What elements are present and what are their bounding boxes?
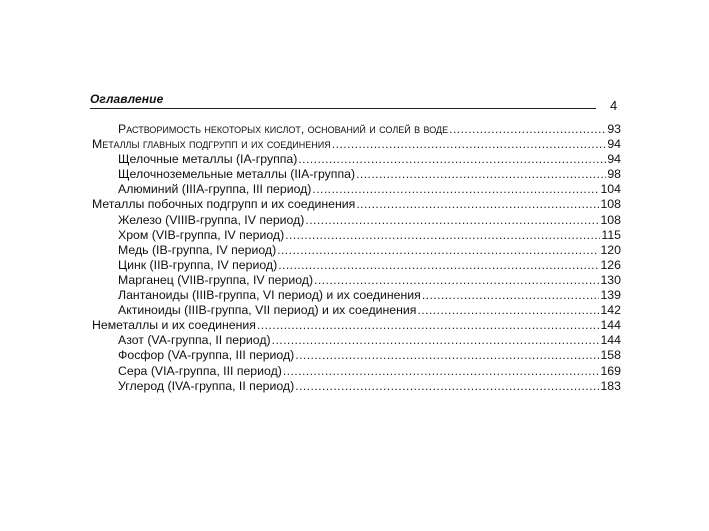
toc-entry-label: Лантаноиды (IIIB-группа, VI период) и их соединения xyxy=(118,288,421,303)
toc-leader-dots xyxy=(449,122,606,137)
toc-entry[interactable] xyxy=(92,167,621,182)
section-title: Оглавление xyxy=(90,92,164,106)
toc-entry-page: 120 xyxy=(600,242,621,257)
toc-entry[interactable] xyxy=(92,379,621,394)
toc-entry-label: Фосфор (VA-группа, III период) xyxy=(118,348,295,363)
toc-entry-page: 130 xyxy=(600,272,621,287)
toc-entry[interactable] xyxy=(92,197,621,212)
toc-entry[interactable] xyxy=(92,318,621,333)
toc-entry-label: Сера (VIA-группа, III период) xyxy=(118,363,282,378)
toc-entry-label: Металлы главных подгрупп и их соединения xyxy=(92,137,331,152)
toc-entry[interactable] xyxy=(92,137,621,152)
toc-entry-label: Марганец (VIIB-группа, IV период) xyxy=(118,272,314,287)
header-divider xyxy=(90,108,596,109)
toc-entry-label: Щелочноземельные металлы (IIA-группа) xyxy=(118,167,356,182)
toc-leader-dots xyxy=(312,182,599,197)
toc-entry-label: Растворимость некоторых кислот, оснований и солей в воде xyxy=(118,122,449,136)
toc-leader-dots xyxy=(257,318,600,333)
toc-entry-page: 108 xyxy=(600,212,621,227)
toc-entry[interactable] xyxy=(92,213,621,228)
toc-entry[interactable] xyxy=(92,364,621,379)
toc-entry-page: 169 xyxy=(600,363,621,378)
toc-entry[interactable] xyxy=(92,182,621,197)
toc-entry-label: Хром (VIB-группа, IV период) xyxy=(118,227,285,242)
toc-entry[interactable] xyxy=(92,303,621,318)
toc-leader-dots xyxy=(422,288,600,303)
toc-entry[interactable] xyxy=(92,258,621,273)
toc-entry-label: Железо (VIIIB-группа, IV период) xyxy=(118,212,305,227)
toc-leader-dots xyxy=(295,348,599,363)
toc-entry-label: Азот (VA-группа, II период) xyxy=(118,333,271,348)
toc-entry-page: 98 xyxy=(607,167,621,182)
toc-entry[interactable] xyxy=(92,348,621,363)
toc-leader-dots xyxy=(332,137,607,152)
toc-entry-label: Актиноиды (IIIB-группа, VII период) и их соединения xyxy=(118,303,417,318)
toc-entry-label: Неметаллы и их соединения xyxy=(92,318,256,333)
toc-entry-page: 183 xyxy=(600,378,621,393)
toc-entry[interactable] xyxy=(92,122,621,137)
toc-entry-page: 126 xyxy=(600,257,621,272)
toc-leader-dots xyxy=(272,333,600,348)
toc-leader-dots xyxy=(356,197,599,212)
toc-entry-page: 104 xyxy=(600,182,621,197)
toc-entry[interactable] xyxy=(92,152,621,167)
toc-entry-label: Углерод (IVA-группа, II период) xyxy=(118,378,295,393)
toc-leader-dots xyxy=(285,228,600,243)
toc-entry-label: Металлы побочных подгрупп и их соединения xyxy=(92,197,356,212)
toc-leader-dots xyxy=(277,243,599,258)
toc-entry-page: 144 xyxy=(600,333,621,348)
toc-leader-dots xyxy=(283,364,600,379)
toc-entry-page: 158 xyxy=(600,348,621,363)
toc-entry-page: 139 xyxy=(600,288,621,303)
toc-entry-label: Алюминий (IIIA-группа, III период) xyxy=(118,182,312,197)
toc-entry[interactable] xyxy=(92,228,621,243)
page-number: 4 xyxy=(610,98,618,113)
toc-entry[interactable] xyxy=(92,333,621,348)
toc-entry-page: 144 xyxy=(600,318,621,333)
toc-leader-dots xyxy=(314,273,599,288)
toc-leader-dots xyxy=(278,258,599,273)
toc-entry[interactable] xyxy=(92,243,621,258)
toc-entry-label: Цинк (IIB-группа, IV период) xyxy=(118,257,278,272)
toc-entry-page: 142 xyxy=(600,303,621,318)
toc-leader-dots xyxy=(305,213,599,228)
toc-entry-page: 94 xyxy=(607,137,621,152)
toc-entry-page: 93 xyxy=(607,122,621,136)
toc-entry-page: 108 xyxy=(600,197,621,212)
toc-entry[interactable] xyxy=(92,273,621,288)
toc-entry-page: 94 xyxy=(607,152,621,167)
toc-entry-label: Щелочные металлы (IA-группа) xyxy=(118,152,298,167)
toc-leader-dots xyxy=(417,303,599,318)
toc-leader-dots xyxy=(298,152,606,167)
toc-entry[interactable] xyxy=(92,288,621,303)
toc-entry-label: Медь (IB-группа, IV период) xyxy=(118,242,277,257)
toc-leader-dots xyxy=(356,167,606,182)
table-of-contents xyxy=(92,122,621,394)
toc-leader-dots xyxy=(295,379,599,394)
toc-entry-page: 115 xyxy=(601,227,621,242)
